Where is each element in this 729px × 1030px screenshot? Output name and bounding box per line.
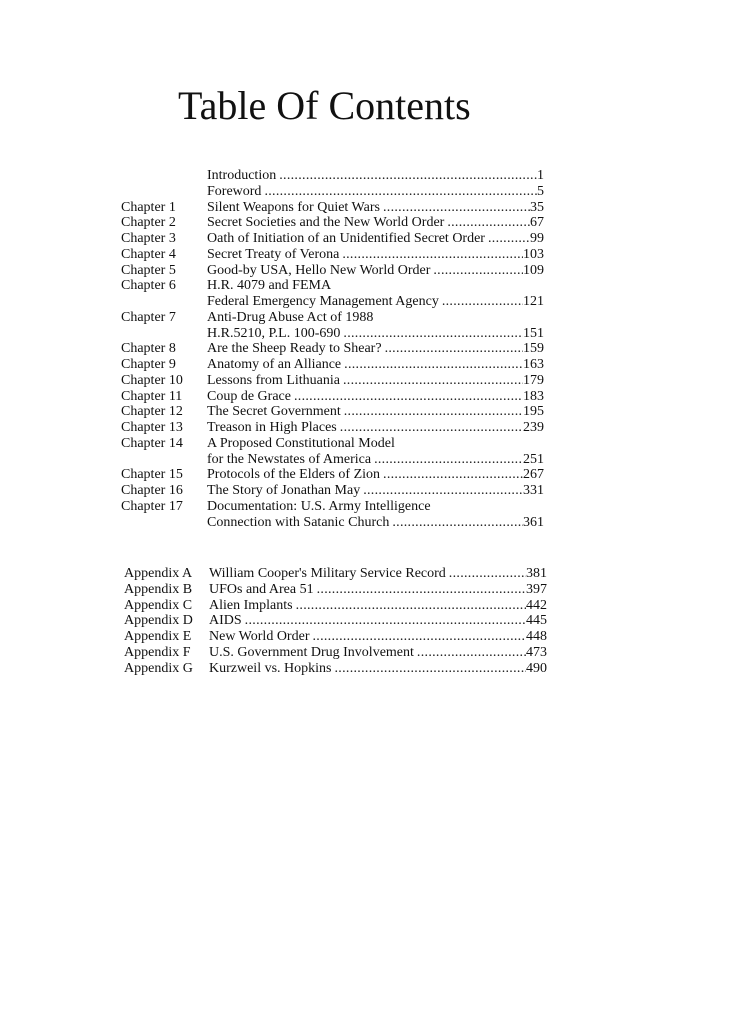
appendix-title: William Cooper's Military Service Record	[209, 566, 446, 581]
dot-leader	[291, 389, 523, 405]
chapter-title: Oath of Initiation of an Unidentified Secret Order	[207, 231, 485, 246]
chapter-title-row	[207, 436, 395, 452]
appendix-label: Appendix D	[124, 613, 193, 629]
page-number: 159	[523, 341, 544, 357]
page-number: 251	[523, 451, 544, 467]
chapter-title: Introduction	[207, 168, 277, 183]
chapter-title-line	[207, 168, 544, 184]
chapter-title: Lessons from Lithuania	[207, 372, 340, 388]
appendix-label-row	[124, 645, 191, 661]
chapter-title-line	[207, 200, 544, 216]
chapter-title-line	[207, 231, 544, 247]
dot-leader	[485, 231, 530, 247]
chapter-label-row	[121, 483, 183, 499]
chapter-title: H.R. 4079 and FEMA	[207, 278, 332, 294]
appendix-label-row	[124, 582, 192, 598]
chapter-label-row	[121, 436, 183, 452]
chapter-title-line	[207, 184, 544, 200]
appendix-label: Appendix F	[124, 644, 191, 660]
chapter-title: Documentation: U.S. Army Intelligence	[207, 498, 431, 514]
chapter-title-row	[207, 515, 544, 531]
chapter-title: Good-by USA, Hello New World Order	[207, 262, 431, 278]
appendix-label: Appendix E	[124, 629, 192, 644]
chapter-title: Federal Emergency Management Agency	[207, 294, 439, 309]
chapter-label: Chapter 3	[121, 231, 176, 246]
page-number: 163	[523, 357, 544, 372]
chapter-label-row	[121, 278, 176, 294]
page-number: 109	[523, 262, 544, 278]
dot-leader	[337, 420, 523, 436]
page-number: 473	[526, 644, 547, 660]
chapter-title-row	[207, 168, 544, 184]
chapter-label: Chapter 14	[121, 435, 183, 451]
chapter-title: Anatomy of an Alliance	[207, 357, 342, 372]
page-number: 445	[526, 613, 547, 629]
chapter-label: Chapter 11	[121, 388, 183, 404]
appendix-title: U.S. Government Drug Involvement	[209, 644, 414, 660]
dot-leader	[360, 483, 523, 499]
page-number: 195	[523, 404, 544, 420]
chapter-label-row	[121, 231, 176, 247]
chapter-label-row	[121, 263, 176, 279]
page-number: 448	[526, 629, 547, 644]
page-number: 183	[523, 388, 544, 404]
dot-leader	[446, 566, 526, 582]
chapter-label-row	[121, 215, 176, 231]
dot-leader	[340, 326, 523, 342]
page-number: 1	[537, 168, 544, 183]
chapter-label: Chapter 1	[121, 199, 176, 215]
chapter-title-line	[207, 215, 544, 231]
page-number: 331	[523, 483, 544, 498]
chapter-label-row	[121, 389, 182, 405]
chapter-title: Secret Societies and the New World Order	[207, 215, 445, 231]
chapter-title-line	[207, 389, 544, 405]
appendix-title-line	[209, 645, 547, 661]
dot-leader	[340, 373, 523, 389]
appendix-title-row	[209, 598, 547, 614]
dot-leader	[380, 200, 530, 216]
dot-leader	[339, 247, 523, 263]
page-number: 67	[530, 215, 544, 231]
page-number: 35	[530, 199, 544, 215]
chapter-title-row	[207, 294, 544, 310]
chapter-title-row	[207, 310, 373, 326]
chapter-label: Chapter 7	[121, 309, 176, 325]
chapter-label: Chapter 12	[121, 404, 183, 420]
chapter-label: Chapter 4	[121, 246, 176, 262]
page-title: Table Of Contents	[178, 83, 471, 128]
page-number: 99	[530, 231, 544, 246]
chapter-title: The Story of Jonathan May	[207, 483, 361, 498]
chapter-title-row	[207, 404, 544, 420]
appendix-title: AIDS	[209, 613, 242, 629]
appendix-label-row	[124, 598, 192, 614]
appendix-label: Appendix C	[124, 597, 193, 613]
chapter-label: Chapter 17	[121, 498, 183, 514]
page-number: 121	[523, 294, 544, 309]
appendix-title-row	[209, 645, 547, 661]
appendix-label: Appendix A	[124, 566, 193, 581]
appendix-title: New World Order	[209, 629, 310, 644]
chapter-label-row	[121, 341, 176, 357]
chapter-title-row	[207, 231, 544, 247]
appendix-label: Appendix G	[124, 660, 193, 676]
chapter-title-row	[207, 483, 544, 499]
page-number: 103	[523, 246, 544, 262]
chapter-title-row	[207, 499, 431, 515]
chapter-label-row	[121, 420, 183, 436]
appendix-label: Appendix B	[124, 581, 193, 597]
appendix-title-row	[209, 629, 547, 645]
page-number: 179	[523, 372, 544, 388]
dot-leader	[332, 661, 527, 677]
chapter-title-row	[207, 263, 544, 279]
chapter-title: Anti-Drug Abuse Act of 1988	[207, 309, 374, 325]
chapter-label-row	[121, 200, 176, 216]
dot-leader	[261, 184, 537, 200]
page-number: 267	[523, 467, 544, 483]
chapter-title: Treason in High Places	[207, 420, 337, 435]
chapter-label-row	[121, 404, 183, 420]
dot-leader	[309, 629, 526, 645]
chapter-label: Chapter 15	[121, 467, 183, 483]
appendix-title: Kurzweil vs. Hopkins	[209, 660, 332, 676]
chapter-title-row	[207, 420, 544, 436]
appendix-title: Alien Implants	[209, 597, 293, 613]
chapter-label: Chapter 10	[121, 372, 183, 388]
chapter-title-row	[207, 341, 544, 357]
dot-leader	[314, 582, 526, 598]
chapter-title: A Proposed Constitutional Model	[207, 435, 395, 451]
page-number: 490	[526, 660, 547, 676]
chapter-title-line	[207, 326, 544, 342]
chapter-title: Protocols of the Elders of Zion	[207, 467, 381, 483]
page-number: 361	[523, 514, 544, 530]
chapter-title-line	[207, 420, 544, 436]
dot-leader	[389, 515, 523, 531]
chapter-label-row	[121, 373, 183, 389]
chapter-title-row	[207, 184, 544, 200]
chapter-label: Chapter 16	[121, 483, 183, 498]
page-number: 397	[526, 581, 547, 597]
chapter-title-line	[207, 294, 544, 310]
chapter-title: The Secret Government	[207, 404, 341, 420]
chapter-title-line	[207, 357, 544, 373]
dot-leader	[276, 168, 537, 184]
chapter-label-row	[121, 310, 176, 326]
appendix-title-row	[209, 661, 547, 677]
dot-leader	[341, 357, 523, 373]
appendix-label-row	[124, 629, 191, 645]
dot-leader	[439, 294, 523, 310]
page-number: 381	[526, 566, 547, 581]
appendix-label-row	[124, 613, 193, 629]
chapter-label: Chapter 2	[121, 215, 176, 231]
chapter-label: Chapter 9	[121, 357, 176, 372]
chapter-title-row	[207, 247, 544, 263]
appendix-title-line	[209, 613, 547, 629]
page-number: 5	[537, 183, 544, 199]
page-number: 151	[523, 325, 544, 341]
chapter-label-row	[121, 467, 183, 483]
appendix-title-row	[209, 582, 547, 598]
dot-leader	[293, 598, 526, 614]
chapter-title: for the Newstates of America	[207, 451, 372, 467]
chapter-title-line	[207, 247, 544, 263]
chapter-label: Chapter 6	[121, 278, 176, 294]
chapter-title: H.R.5210, P.L. 100-690	[207, 325, 341, 341]
appendix-title-line	[209, 582, 547, 598]
appendix-title-row	[209, 566, 547, 582]
chapter-title-line	[207, 515, 544, 531]
chapter-title-line	[207, 452, 544, 468]
dot-leader	[382, 341, 523, 357]
chapter-title-line	[207, 404, 544, 420]
chapter-title-line	[207, 341, 544, 357]
dot-leader	[371, 452, 523, 468]
appendix-label-row	[124, 566, 192, 582]
appendix-label-row	[124, 661, 193, 677]
chapter-label-row	[121, 499, 183, 515]
chapter-title-line	[207, 467, 544, 483]
chapter-title-row	[207, 373, 544, 389]
chapter-title-row	[207, 278, 331, 294]
chapter-label: Chapter 8	[121, 341, 176, 357]
chapter-label: Chapter 13	[121, 420, 183, 435]
dot-leader	[430, 263, 523, 279]
dot-leader	[341, 404, 523, 420]
chapter-title-row	[207, 215, 544, 231]
dot-leader	[444, 215, 530, 231]
chapter-title: Coup de Grace	[207, 388, 291, 404]
appendix-title-line	[209, 629, 547, 645]
chapter-title-row	[207, 357, 544, 373]
chapter-title-line	[207, 373, 544, 389]
chapter-label: Chapter 5	[121, 262, 176, 278]
chapter-title-line	[207, 263, 544, 279]
chapter-title: Silent Weapons for Quiet Wars	[207, 199, 380, 215]
chapter-title: Secret Treaty of Verona	[207, 246, 340, 262]
appendix-title: UFOs and Area 51	[209, 581, 314, 597]
appendix-title-row	[209, 613, 547, 629]
chapter-title: Are the Sheep Ready to Shear?	[207, 341, 382, 357]
appendix-title-line	[209, 598, 547, 614]
chapter-title-row	[207, 326, 544, 342]
dot-leader	[380, 467, 523, 483]
chapter-title-line	[207, 483, 544, 499]
chapter-title: Connection with Satanic Church	[207, 514, 390, 530]
chapter-label-row	[121, 247, 176, 263]
page-number: 442	[526, 597, 547, 613]
chapter-label-row	[121, 357, 176, 373]
chapter-title: Foreword	[207, 183, 262, 199]
dot-leader	[242, 613, 526, 629]
chapter-title-row	[207, 452, 544, 468]
dot-leader	[414, 645, 526, 661]
page-number: 239	[523, 420, 544, 435]
appendix-title-line	[209, 661, 547, 677]
chapter-title-row	[207, 389, 544, 405]
chapter-title-row	[207, 200, 544, 216]
chapter-title-row	[207, 467, 544, 483]
appendix-title-line	[209, 566, 547, 582]
